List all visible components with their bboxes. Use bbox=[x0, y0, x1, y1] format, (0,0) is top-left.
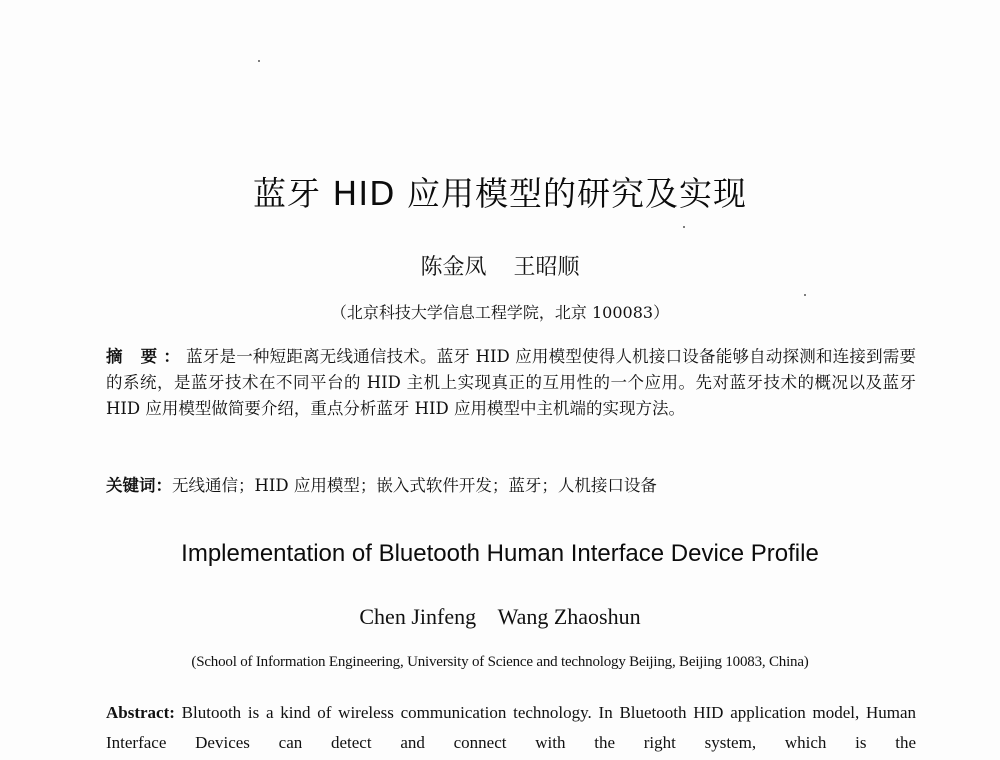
chinese-keywords bbox=[106, 473, 916, 499]
english-abstract-text: Blutooth is a kind of wireless communication technology. In Bluetooth HID application model, Human Interface Devices can detect and connect with the right system, which is the bbox=[106, 703, 916, 752]
chinese-keywords-label: 关键词： bbox=[106, 476, 172, 495]
chinese-authors bbox=[0, 250, 1000, 281]
chinese-author-1: 陈金凤 bbox=[420, 255, 487, 280]
scan-speck bbox=[683, 226, 685, 228]
chinese-keywords-text: 无线通信；HID 应用模型；嵌入式软件开发；蓝牙；人机接口设备 bbox=[172, 476, 657, 495]
english-affiliation: (School of Information Engineering, University of Science and technology Beijing, Beijing 10083, China) bbox=[191, 654, 809, 670]
english-author-2: Wang Zhaoshun bbox=[497, 604, 641, 629]
chinese-abstract-text: 蓝牙是一种短距离无线通信技术。蓝牙 HID 应用模型使得人机接口设备能够自动探测和连接到需要的系统，是蓝牙技术在不同平台的 HID 主机上实现真正的互用性的一个应用。先对蓝牙技术的概况以及蓝牙 HID 应用模型做简要介绍，重点分析蓝牙 HID 应用模型中主机端的实现方法。 bbox=[106, 347, 916, 418]
english-title: Implementation of Bluetooth Human Interface Device Profile bbox=[181, 540, 819, 567]
chinese-affiliation: （北京科技大学信息工程学院，北京 100083） bbox=[330, 303, 670, 322]
english-abstract-label: Abstract: bbox=[106, 703, 175, 722]
english-authors bbox=[0, 604, 1000, 630]
scan-speck bbox=[258, 60, 260, 62]
english-abstract bbox=[106, 698, 916, 758]
chinese-title: 蓝牙 HID 应用模型的研究及实现 bbox=[253, 174, 747, 213]
chinese-abstract bbox=[106, 344, 916, 422]
chinese-author-2: 王昭顺 bbox=[513, 255, 580, 280]
chinese-abstract-label: 摘 要： bbox=[106, 347, 187, 366]
scan-speck bbox=[804, 294, 806, 296]
english-author-1: Chen Jinfeng bbox=[359, 604, 477, 629]
